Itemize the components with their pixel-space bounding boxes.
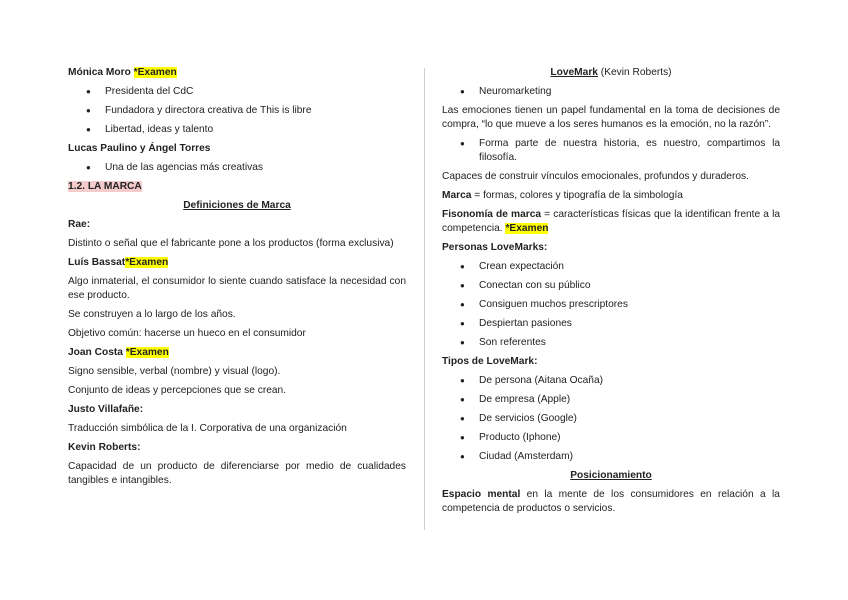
marca-definition (442, 189, 780, 203)
left-column (68, 66, 406, 493)
espacio-term: Espacio mental (442, 489, 521, 500)
emotions-text: Las emociones tienen un papel fundamental en la toma de decisiones de compra, “lo que mueve a los seres humanos es la emoción, no la razón”. (442, 105, 780, 130)
fisonomia-def: = características físicas que la identifican frente a la competencia. (442, 209, 780, 234)
bassat-name: Luís Bassat (68, 257, 126, 268)
lovemark-title-term: LoveMark (550, 67, 598, 78)
list-item: ● Forma parte de nuestra historia, es nuestro, compartimos la filosofía. (442, 137, 780, 165)
bassat-text-1: Algo inmaterial, el consumidor lo siente cuando satisface la necesidad con ese producto. (68, 276, 406, 301)
espacio-def: en la mente de los consumidores en relación a la competencia de productos o servicios. (442, 489, 780, 514)
right-column (442, 66, 780, 521)
list-item: ● De persona (Aitana Ocaña) (442, 374, 780, 388)
monica-name: Mónica Moro (68, 67, 131, 78)
list-item: ● De servicios (Google) (442, 412, 780, 426)
fisonomia-definition (442, 208, 780, 236)
list-item: ● Ciudad (Amsterdam) (442, 450, 780, 464)
tipos-heading: Tipos de LoveMark: (442, 356, 538, 367)
costa-text-1: Signo sensible, verbal (nombre) y visual (logo). (68, 366, 281, 377)
list-item: ● Fundadora y directora creativa de This is libre (68, 104, 406, 118)
espacio-definition (442, 488, 780, 516)
list-item: ● Presidenta del CdC (68, 85, 406, 99)
lovemark-author: (Kevin Roberts) (597, 67, 672, 78)
rae-text: Distinto o señal que el fabricante pone a los productos (forma exclusiva) (68, 238, 394, 249)
bassat-heading (68, 256, 406, 270)
definitions-title: Definiciones de Marca (183, 200, 291, 211)
exam-tag: *Examen (125, 347, 169, 358)
lovemark-title (442, 66, 780, 80)
monica-list (68, 85, 406, 137)
costa-text-2: Conjunto de ideas y percepciones que se crean. (68, 385, 287, 396)
bassat-text-3: Objetivo común: hacerse un hueco en el consumidor (68, 328, 306, 339)
lucas-list (68, 161, 406, 175)
list-item: ● Neuromarketing (442, 85, 780, 99)
bassat-text-2: Se construyen a lo largo de los años. (68, 309, 236, 320)
villafane-text: Traducción simbólica de la I. Corporativa de una organización (68, 423, 347, 434)
posicionamiento-title: Posicionamiento (570, 470, 652, 481)
marca-term: Marca (442, 190, 472, 201)
list-item: ● De empresa (Apple) (442, 393, 780, 407)
history-list (442, 137, 780, 165)
kevin-heading: Kevin Roberts: (68, 442, 141, 453)
section-heading: 1.2. LA MARCA (68, 181, 142, 192)
kevin-text: Capacidad de un producto de diferenciarse por medio de cualidades tangibles e intangibles. (68, 461, 406, 486)
monica-heading (68, 66, 406, 80)
exam-tag: *Examen (125, 257, 169, 268)
costa-heading (68, 346, 406, 360)
personas-heading: Personas LoveMarks: (442, 242, 548, 253)
list-item: ● Son referentes (442, 336, 780, 350)
lucas-heading: Lucas Paulino y Ángel Torres (68, 143, 211, 154)
column-divider (424, 68, 425, 530)
list-item: ● Crean expectación (442, 260, 780, 274)
list-item: ● Consiguen muchos prescriptores (442, 298, 780, 312)
list-item: ● Conectan con su público (442, 279, 780, 293)
list-item: ● Libertad, ideas y talento (68, 123, 406, 137)
bonds-text: Capaces de construir vínculos emocionales, profundos y duraderos. (442, 171, 749, 182)
fisonomia-term: Fisonomía de marca (442, 209, 542, 220)
rae-heading: Rae: (68, 219, 91, 230)
neuro-list (442, 85, 780, 99)
exam-tag: *Examen (505, 223, 549, 234)
list-item: ● Producto (Iphone) (442, 431, 780, 445)
costa-name: Joan Costa (68, 347, 123, 358)
tipos-list (442, 374, 780, 464)
marca-def: = formas, colores y tipografía de la simbología (471, 190, 683, 201)
list-item: ● Una de las agencias más creativas (68, 161, 406, 175)
villafane-heading: Justo Villafañe: (68, 404, 144, 415)
list-item: ● Despiertan pasiones (442, 317, 780, 331)
exam-tag: *Examen (133, 67, 177, 78)
personas-list (442, 260, 780, 350)
section-heading-wrap (68, 180, 406, 194)
